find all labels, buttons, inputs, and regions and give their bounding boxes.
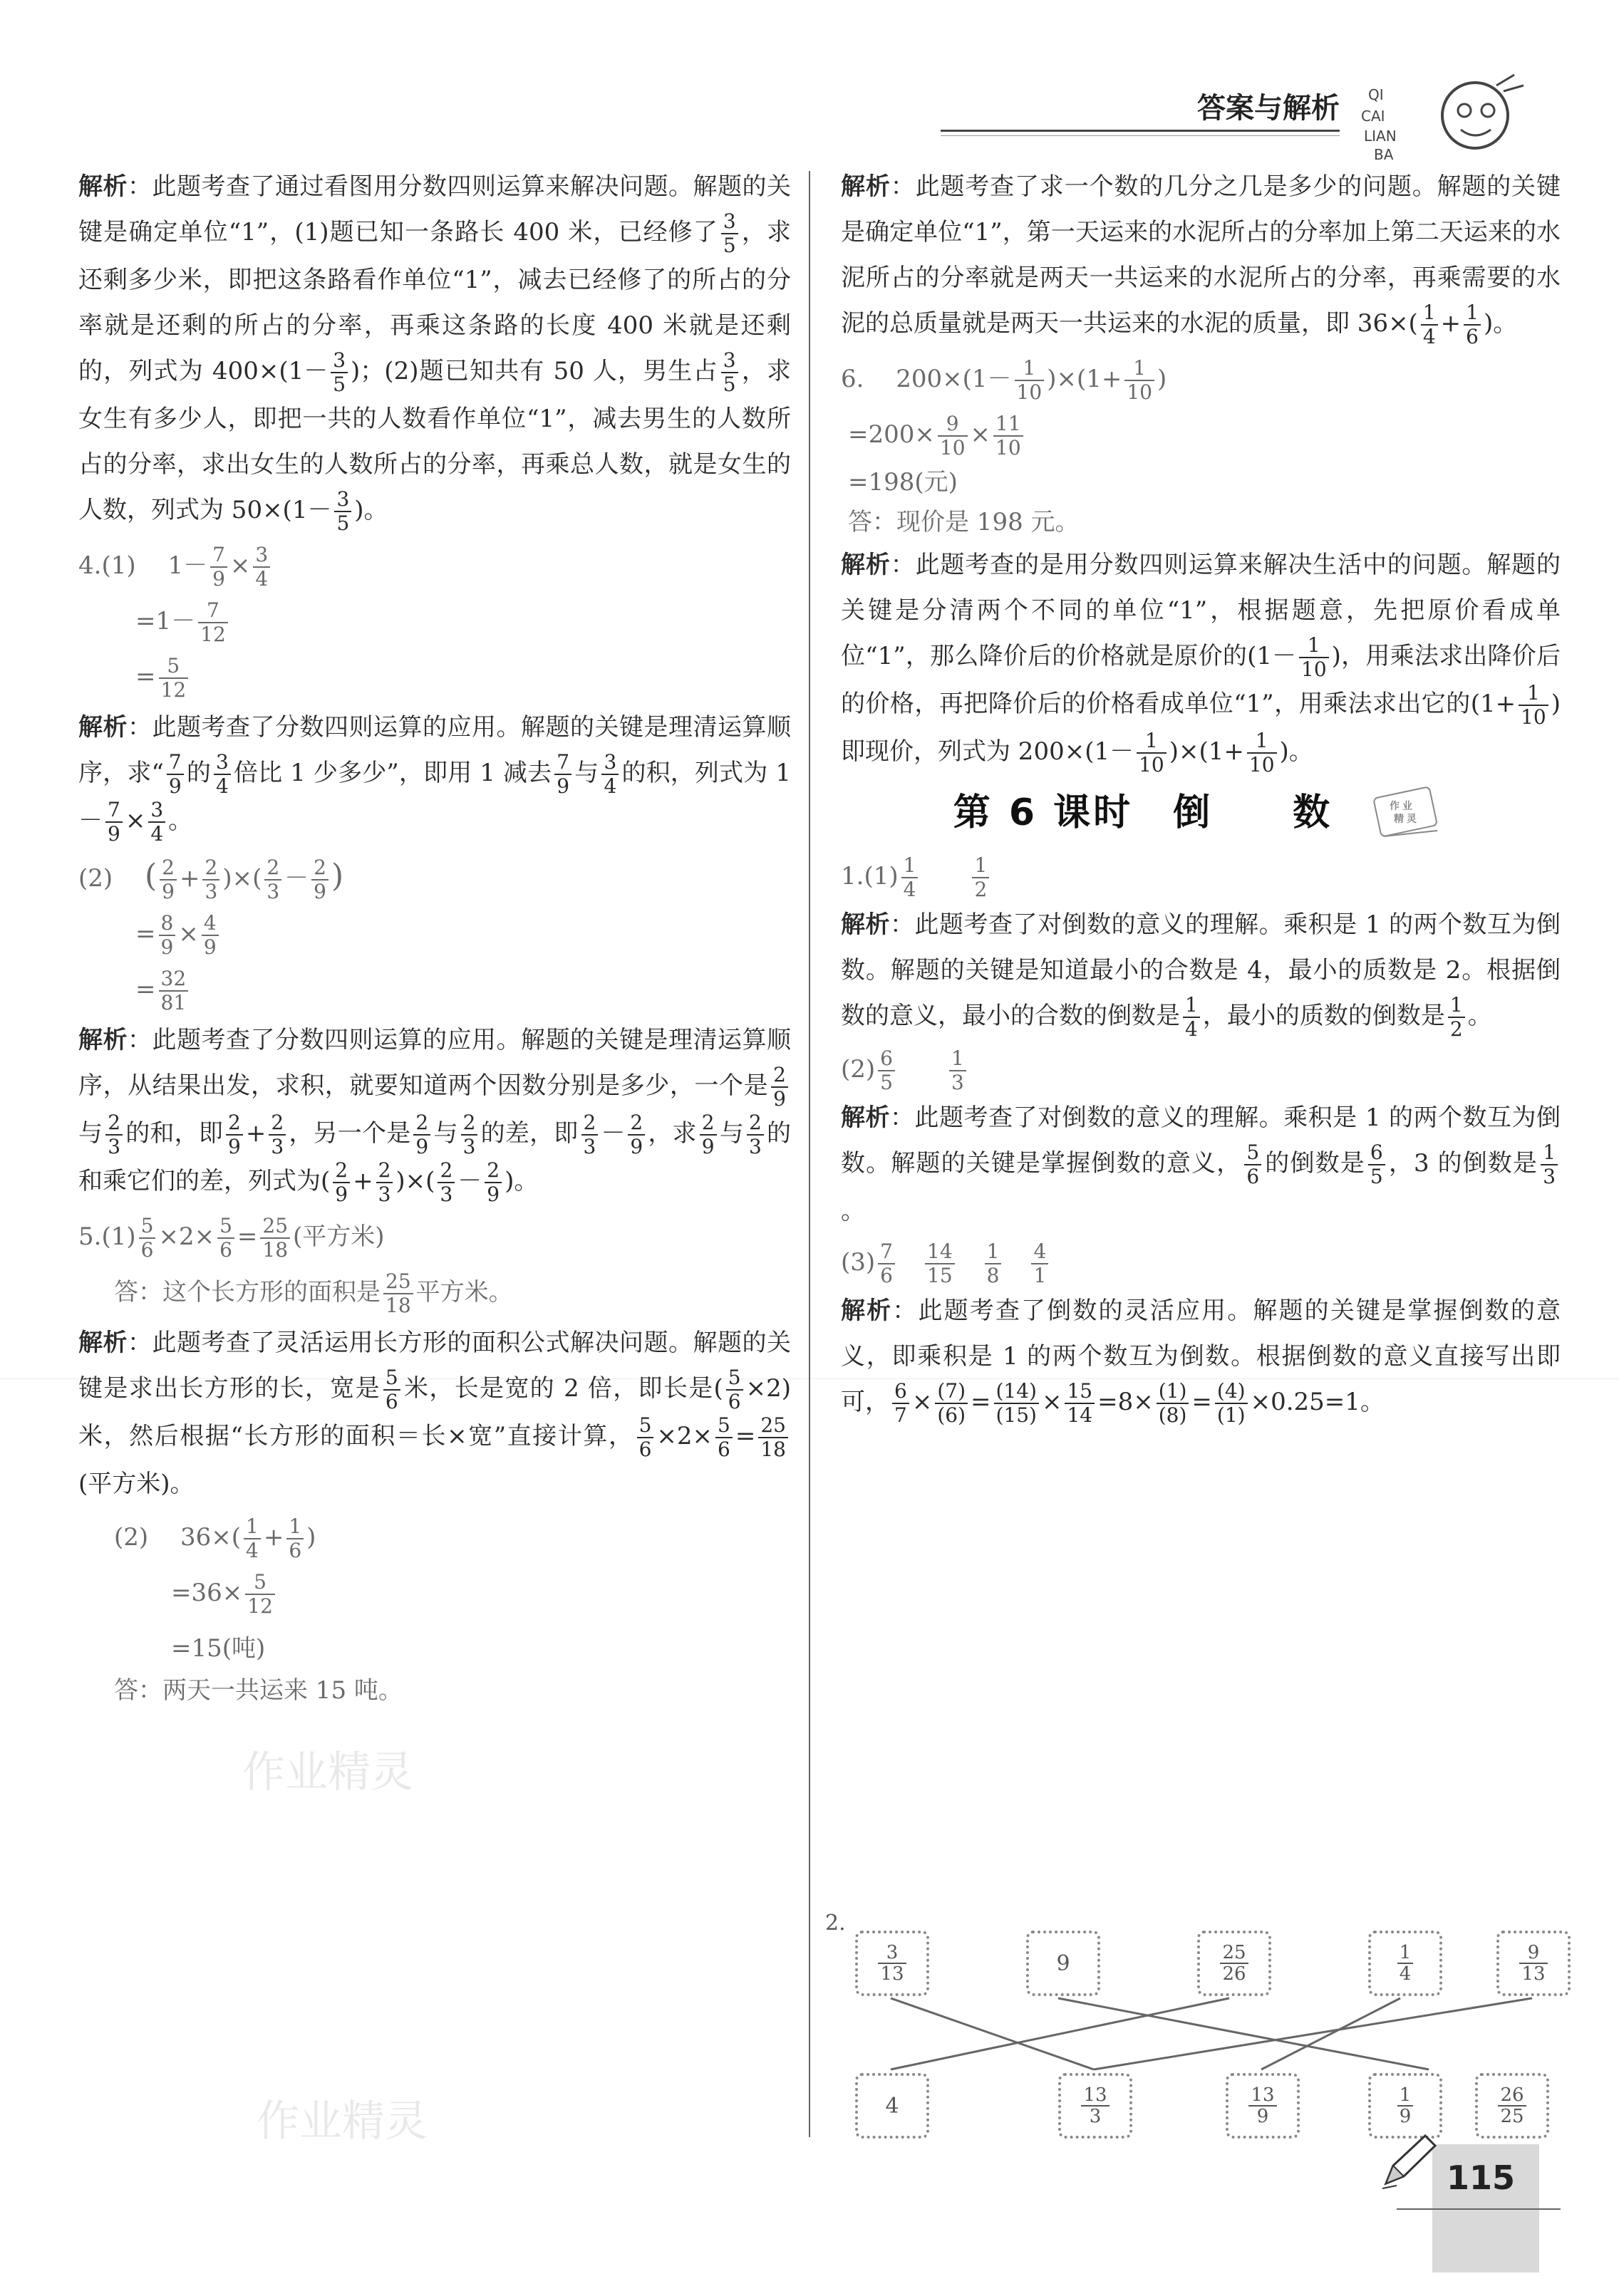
part-label: (1) (101, 551, 136, 580)
analysis-l1-2: 解析：此题考查了对倒数的意义的理解。乘积是 1 的两个数互为倒数。解题的关键是掌握倒数的意义， $\frac{5}{6}$ 的倒数是 $\frac{6}{5}$ ，3 的倒数是 $\frac{1}{3}$ 。 (841, 1103, 1561, 1225)
svg-text:精灵: 精灵 (1394, 814, 1420, 825)
match-line (1058, 1998, 1429, 2069)
q4-2-line-1: (2) ( $\frac{2}{9}$ + $\frac{2}{3}$ )×( $\frac{2}{3}$ － $\frac{2}{9}$ ) (78, 856, 344, 903)
question-number: 5. (78, 1222, 102, 1251)
match-line (891, 1998, 1229, 2069)
fraction: $\frac{3}{5}$ (334, 488, 351, 535)
q5-line-1: 5.(1) $\frac{5}{6}$ ×2× $\frac{5}{6}$ = $\frac{25}{18}$ (平方米) (78, 1214, 385, 1262)
card-bottom-3: $\frac{13}{9}$ (1226, 2073, 1300, 2139)
match-line (1261, 1998, 1400, 2069)
header-rule-thin (941, 135, 1340, 136)
card-bottom-1: 4 (855, 2073, 929, 2139)
q5-2-line-3: =15(吨) (171, 1634, 266, 1663)
analysis-q4-2: 解析：此题考查了分数四则运算的应用。解题的关键是理清运算顺序，从结果出发，求积，就要知道两个因数分别是多少，一个是 $\frac{2}{9}$ 与 $\frac{2}{3}$ 的和，即 $\frac{2}{9}$ + $\frac{2}{3}$ ，另一个是 $\frac{2}{9}$ 与 $\frac{2}{3}$ 的差，即 $\frac{2}{3}$ － $\frac{2}{9}$ ，求 $\frac{2}{9}$ 与 $\frac{2}{3}$ 的和乘它们的差，列式为( $\frac{2}{9}$ + $\frac{2}{3}$ )×( $\frac{2}{3}$ － $\frac{2}{9}$ )。 (78, 1026, 792, 1206)
analysis-label: 解析 (78, 172, 128, 201)
q4-2-line-3: = $\frac{32}{81}$ (78, 962, 791, 1017)
footer-rule (1397, 2208, 1561, 2210)
q5-2-line-2: =36× $\frac{5}{12}$ (78, 1565, 791, 1621)
matching-exercise (819, 1909, 1553, 2144)
watermark: 作业精灵 (257, 2097, 428, 2146)
q6-line-3: =198(元) (848, 468, 958, 497)
part-label: (2) (78, 864, 113, 893)
l1-part-1: 1.(1) $\frac{1}{4}$ $\frac{1}{2}$ (841, 851, 1561, 902)
q4-2-line-2: = $\frac{8}{9}$ × $\frac{4}{9}$ (78, 906, 791, 962)
l1-part-2: (2) $\frac{6}{5}$ $\frac{1}{3}$ (841, 1044, 1561, 1095)
pencil-icon (1375, 2130, 1439, 2194)
header-title: 答案与解析 (1197, 92, 1340, 125)
card-top-3: $\frac{25}{26}$ (1197, 1931, 1271, 1996)
page-number: 115 (1447, 2159, 1516, 2197)
card-bottom-5: $\frac{26}{25}$ (1475, 2073, 1549, 2139)
analysis-q3 (78, 164, 791, 535)
card-top-2: 9 (1026, 1931, 1100, 1996)
match-line (1094, 1998, 1532, 2069)
analysis-q6: 解析：此题考查的是用分数四则运算来解决生活中的问题。解题的关键是分清两个不同的单位“1”，根据题意，先把原价看成单位“1”，那么降价后的价格就是原价的(1－ $\frac{1}{10}$ )，用乘法求出降价后的价格，再把降价后的价格看成单位“1”，用乘法求出它的(1+ $\frac{1}{10}$ )即现价，列式为 200×(1－ $\frac{1}{10}$ )×(1+ $\frac{1}{10}$ )。 (841, 551, 1561, 776)
card-bottom-4: $\frac{1}{9}$ (1368, 2073, 1442, 2139)
svg-text:作业: 作业 (1390, 801, 1416, 812)
fraction: $\frac{3}{5}$ (331, 349, 348, 396)
analysis-text: ，求还剩多少米，即把这条路看作单位“1”，减去已经修了的所占的分率就是还剩的所占的分率，再乘这条路的长度 400 米就是还剩的，列式为 400×(1－ (78, 218, 791, 385)
card-top-4: $\frac{1}{4}$ (1368, 1931, 1442, 1996)
question-number: 4. (78, 551, 102, 580)
q6-line-2: =200× $\frac{9}{10}$ × $\frac{11}{10}$ (841, 407, 1561, 462)
analysis-text: )；(2)题已知共有 50 人，男生占 (351, 357, 718, 385)
mascot-text-1: QI (1368, 86, 1384, 103)
fraction: $\frac{3}{5}$ (721, 349, 738, 396)
mascot-text-3: LIAN (1364, 128, 1397, 145)
analysis-text: ，求女生有多少人，即把一共的人数看作单位“1”，减去男生的人数所占的分率，求出女生的人数所占的分率，再乘总人数，就是女生的人数，列式为 50×(1－ (78, 357, 791, 524)
q5-answer-1: 答：这个长方形的面积是 $\frac{25}{18}$ 平方米。 (114, 1269, 513, 1317)
card-top-1: $\frac{3}{13}$ (855, 1931, 929, 1996)
q6-answer: 答：现价是 198 元。 (848, 508, 1080, 536)
matching-lines (819, 1909, 1553, 2144)
stamp-icon (1370, 786, 1448, 843)
page-header (941, 85, 1539, 163)
q5-2-line-1: (2) 36×( $\frac{1}{4}$ + $\frac{1}{6}$ ) (114, 1515, 316, 1562)
analysis-l1-1: 解析：此题考查了对倒数的意义的理解。乘积是 1 的两个数互为倒数。解题的关键是知道最小的合数是 4，最小的质数是 2。根据倒数的意义，最小的合数的倒数是 $\frac{1}{4}$ ，最小的质数的倒数是 $\frac{1}{2}$ 。 (841, 910, 1561, 1041)
analysis-q4-1: 解析：此题考查了分数四则运算的应用。解题的关键是理清运算顺序，求“ $\frac{7}{9}$ 的 $\frac{3}{4}$ 倍比 1 少多少”，即用 1 减去 $\frac{7}{9}$ 与 $\frac{3}{4}$ 的积，列式为 1－ $\frac{7}{9}$ × $\frac{3}{4}$ 。 (78, 713, 791, 846)
analysis-q5-2: 解析：此题考查了求一个数的几分之几是多少的问题。解题的关键是确定单位“1”，第一天运来的水泥所占的分率加上第二天运来的水泥所占的分率就是两天一共运来的水泥所占的分率，再乘需要的水泥的总质量就是两天一共运来的水泥的质量，即 36×( $\frac{1}{4}$ + $\frac{1}{6}$ )。 (841, 172, 1561, 348)
card-top-5: $\frac{9}{13}$ (1496, 1931, 1571, 1996)
question-number: 6. (841, 365, 864, 393)
mascot-text-2: CAI (1361, 108, 1385, 125)
q4-line-1: 4.(1) 1－ $\frac{7}{9}$ × $\frac{3}{4}$ (78, 538, 791, 593)
watermark: 作业精灵 (242, 1747, 413, 1797)
mascot-text-4: BA (1374, 146, 1394, 163)
header-rule (941, 130, 1340, 132)
analysis-q5-1: 解析：此题考查了灵活运用长方形的面积公式解决问题。解题的关键是求出长方形的长，宽是 $\frac{5}{6}$ 米，长是宽的 2 倍，即长是( $\frac{5}{6}$ ×2)米，然后根据“长方形的面积＝长×宽”直接计算， $\frac{5}{6}$ ×2× $\frac{5}{6}$ = $\frac{25}{18}$ (平方米)。 (78, 1329, 792, 1498)
question-number: 1. (841, 862, 864, 890)
q4-line-2: =1－ $\frac{7}{12}$ (78, 593, 791, 649)
column-divider (809, 171, 810, 2137)
q6-line-1: 6. 200×(1－ $\frac{1}{10}$ )×(1+ $\frac{1}{10}$ ) (841, 356, 1167, 404)
fraction: $\frac{3}{5}$ (721, 210, 738, 257)
card-bottom-2: $\frac{13}{3}$ (1058, 2073, 1132, 2139)
q5-answer-2: 答：两天一共运来 15 吨。 (114, 1676, 403, 1705)
right-column (841, 164, 1561, 1430)
mascot-logo-icon (1354, 71, 1539, 164)
q4-line-3: = $\frac{5}{12}$ (78, 649, 791, 705)
analysis-text: )。 (354, 496, 388, 524)
analysis-text: ：此题考查了通过看图用分数四则运算来解决问题。解题的关键是确定单位“1”，(1)题已知一条路长 400 米，已经修了 (78, 172, 791, 246)
l1-part-3: (3) $\frac{7}{6}$ $\frac{14}{15}$ $\frac{1}{8}$ $\frac{4}{1}$ (841, 1237, 1561, 1288)
analysis-l1-3: 解析：此题考查了倒数的灵活应用。解题的关键是掌握倒数的意义，即乘积是 1 的两个数互为倒数。根据倒数的意义直接写出即可， $\frac{6}{7}$ × $\frac{(7)}{(6)}$ = $\frac{(14)}{(15)}$ × $\frac{15}{14}$ =8× $\frac{(1)}{(8)}$ = $\frac{(4)}{(1)}$ ×0.25=1。 (841, 1297, 1561, 1427)
question-number: 2. (825, 1911, 846, 1936)
lesson-title: 第 6 课时 倒 数 作业 精灵 (841, 786, 1561, 843)
left-column (78, 164, 791, 1705)
